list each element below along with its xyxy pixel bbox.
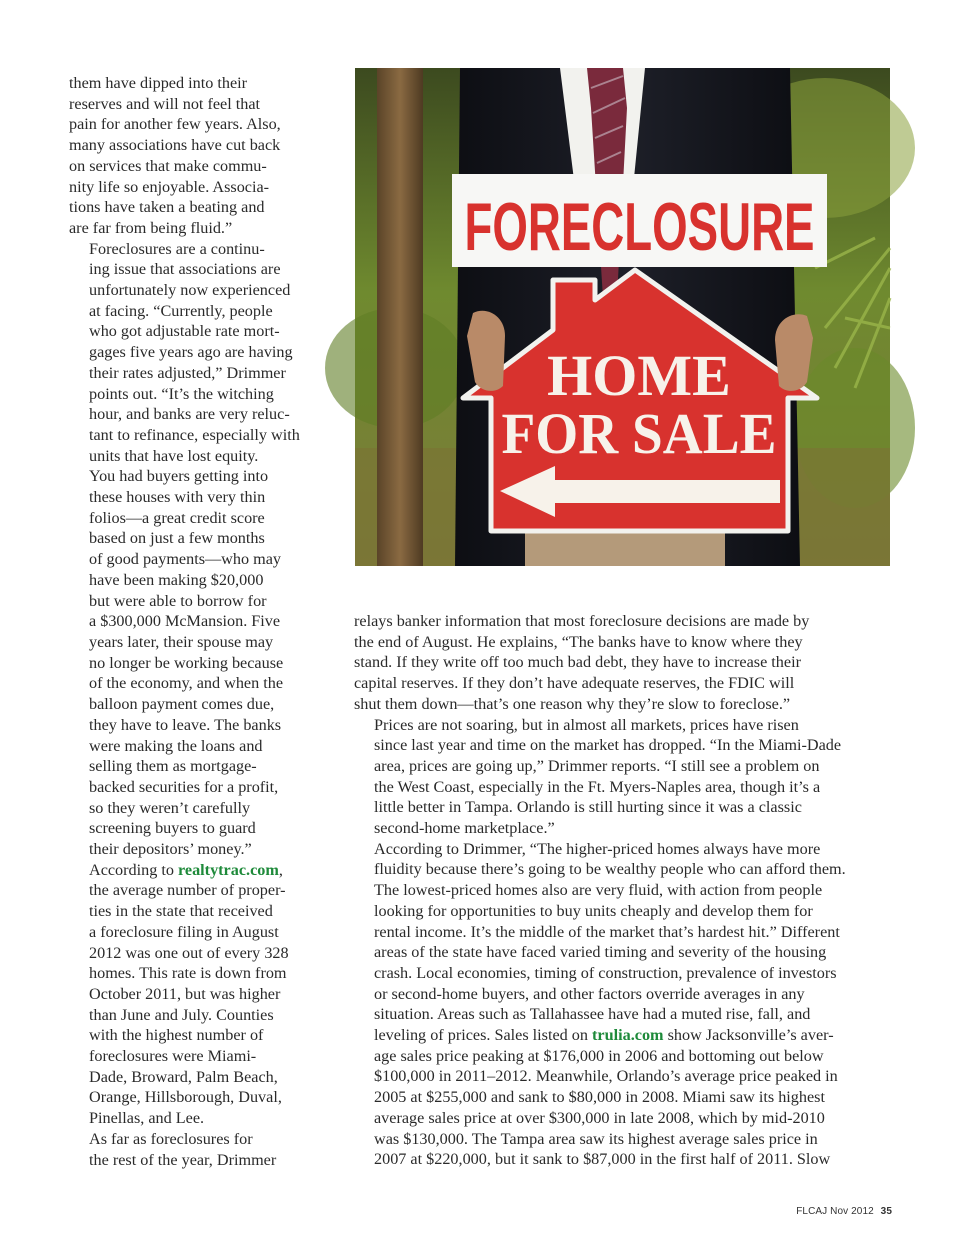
text-line: gages five years ago are having <box>89 343 293 362</box>
website-link[interactable]: trulia.com <box>592 1026 664 1045</box>
sign-home-text: HOME <box>547 343 731 408</box>
body-paragraph <box>69 73 293 239</box>
text-line: average sales price at over $300,000 in late 2008, which by mid-2010 <box>374 1108 825 1127</box>
text-line: 2005 at $255,000 and sank to $80,000 in 2008. Miami saw its highest <box>374 1088 825 1107</box>
text-line: screening buyers to guard <box>89 819 256 838</box>
text-line: the average number of proper- <box>89 881 286 900</box>
text-line: tions have taken a beating and <box>69 198 265 217</box>
text-line: The lowest-priced homes also are very fluid, with action from people <box>374 881 823 900</box>
text-line: on services that make commu- <box>69 156 267 175</box>
text-line: area, prices are going up,” Drimmer reports. “I still see a problem on <box>374 756 820 775</box>
text-line: reserves and will not feel that <box>69 94 261 113</box>
foreclosure-sign-photo <box>355 68 890 566</box>
page-number: 35 <box>880 1206 892 1217</box>
text-line: the West Coast, especially in the Ft. Myers-Naples area, though it’s a <box>374 777 821 796</box>
body-paragraph <box>354 611 862 715</box>
body-paragraph <box>69 1129 293 1170</box>
text-line: pain for another few years. Also, <box>69 115 281 134</box>
right-hand <box>775 314 813 391</box>
body-paragraph <box>69 239 300 860</box>
body-paragraph <box>69 860 293 1129</box>
text-line: ties in the state that received <box>89 902 273 921</box>
text-line: or second-home buyers, and other factors override averages in any <box>374 984 805 1003</box>
text-line: folios—a great credit score <box>89 508 265 527</box>
text-line: Orange, Hillsborough, Duval, <box>89 1088 282 1107</box>
text-line: they have to leave. The banks <box>89 715 282 734</box>
text-line: According to Drimmer, “The higher-priced homes always have more <box>374 839 821 858</box>
website-link[interactable]: realtytrac.com <box>178 860 279 879</box>
text-line: than June and July. Counties <box>89 1005 274 1024</box>
text-line: nity life so enjoyable. Associa- <box>69 177 270 196</box>
text-line: but were able to borrow for <box>89 591 267 610</box>
text-line: rental income. It’s the middle of the market that’s hardest hit.” Different <box>374 922 840 941</box>
body-paragraph <box>354 839 862 1170</box>
text-line: Foreclosures are a continu- <box>89 239 265 258</box>
text-line: no longer be working because <box>89 653 284 672</box>
text-line: units that have lost equity. <box>89 446 259 465</box>
text-line: As far as foreclosures for <box>89 1129 253 1148</box>
text-line: crash. Local economies, timing of construction, prevalence of investors <box>374 963 837 982</box>
text-line: foreclosures were Miami- <box>89 1047 257 1066</box>
text-line: age sales price peaking at $176,000 in 2006 and bottoming out below <box>374 1046 824 1065</box>
text-line: leveling of prices. Sales listed on trulia.com show Jacksonville’s aver- <box>374 1026 834 1045</box>
text-line: with the highest number of <box>89 1026 264 1045</box>
text-line: Dade, Broward, Palm Beach, <box>89 1067 278 1086</box>
text-line: are far from being fluid.” <box>69 218 233 237</box>
text-line: little better in Tampa. Orlando is still hurting since it was a classic <box>374 798 802 817</box>
text-line: ing issue that associations are <box>89 260 281 279</box>
text-line: so they weren’t carefully <box>89 798 251 817</box>
footer-issue: Nov 2012 <box>830 1206 874 1217</box>
text-line: selling them as mortgage- <box>89 757 257 776</box>
sign-for-sale-text: FOR SALE <box>501 401 777 466</box>
text-line: 2007 at $220,000, but it sank to $87,000 in the first half of 2011. Slow <box>374 1150 831 1169</box>
text-line: tant to refinance, especially with <box>89 425 300 444</box>
text-line: shut them down—that’s one reason why they’re slow to foreclose.” <box>354 694 791 713</box>
text-line: them have dipped into their <box>69 74 248 92</box>
text-line: of the economy, and when the <box>89 674 284 693</box>
page-footer <box>796 1206 892 1217</box>
text-line: of good payments—who may <box>89 550 281 569</box>
body-paragraph <box>354 715 862 839</box>
text-line: unfortunately now experienced <box>89 281 291 300</box>
text-line: have been making $20,000 <box>89 570 264 589</box>
text-line: situation. Areas such as Tallahassee have had a muted rise, fall, and <box>374 1005 811 1024</box>
text-line: capital reserves. If they don’t have adequate reserves, the FDIC will <box>354 674 795 693</box>
text-line: many associations have cut back <box>69 136 281 155</box>
text-line: looking for opportunities to buy units cheaply and develop them for <box>374 901 813 920</box>
text-line: stand. If they write off too much bad debt, they have to increase their <box>354 653 801 672</box>
text-line: years later, their spouse may <box>89 632 274 651</box>
text-line: Pinellas, and Lee. <box>89 1109 205 1128</box>
text-line: hour, and banks are very reluc- <box>89 405 290 424</box>
text-line: since last year and time on the market has dropped. “In the Miami-Dade <box>374 736 842 755</box>
text-line: a $300,000 McMansion. Five <box>89 612 281 631</box>
text-line: the end of August. He explains, “The banks have to know where they <box>354 632 803 651</box>
text-line: You had buyers getting into <box>89 467 269 486</box>
text-line: According to realtytrac.com, <box>89 860 283 879</box>
text-line: were making the loans and <box>89 736 263 755</box>
text-line: areas of the state have faced varied timing and severity of the housing <box>374 943 827 962</box>
footer-publication: FLCAJ <box>796 1206 828 1217</box>
sign-foreclosure-text: FORECLOSURE <box>464 189 815 265</box>
left-column <box>69 73 300 1170</box>
text-line: homes. This rate is down from <box>89 964 287 983</box>
text-line: at facing. “Currently, people <box>89 301 273 320</box>
text-line: backed securities for a profit, <box>89 777 279 796</box>
text-line: fluidity because there’s going to be wealthy people who can afford them. <box>374 860 846 879</box>
text-line: these houses with very thin <box>89 488 266 507</box>
text-line: who got adjustable rate mort- <box>89 322 280 341</box>
text-line: was $130,000. The Tampa area saw its highest average sales price in <box>374 1129 818 1148</box>
text-line: October 2011, but was higher <box>89 984 281 1003</box>
text-line: their depositors’ money.” <box>89 840 252 859</box>
text-line: the rest of the year, Drimmer <box>89 1150 277 1169</box>
text-line: a foreclosure filing in August <box>89 922 279 941</box>
text-line: Prices are not soaring, but in almost all markets, prices have risen <box>374 715 799 734</box>
text-line: second-home marketplace.” <box>374 819 555 838</box>
text-line: balloon payment comes due, <box>89 695 275 714</box>
text-line: $100,000 in 2011–2012. Meanwhile, Orlando’s average price peaked in <box>374 1067 838 1086</box>
right-column <box>354 611 862 1170</box>
text-line: relays banker information that most foreclosure decisions are made by <box>354 612 810 630</box>
text-line: based on just a few months <box>89 529 265 548</box>
text-line: 2012 was one out of every 328 <box>89 943 289 962</box>
text-line: points out. “It’s the witching <box>89 384 274 403</box>
text-line: their rates adjusted,” Drimmer <box>89 363 286 382</box>
